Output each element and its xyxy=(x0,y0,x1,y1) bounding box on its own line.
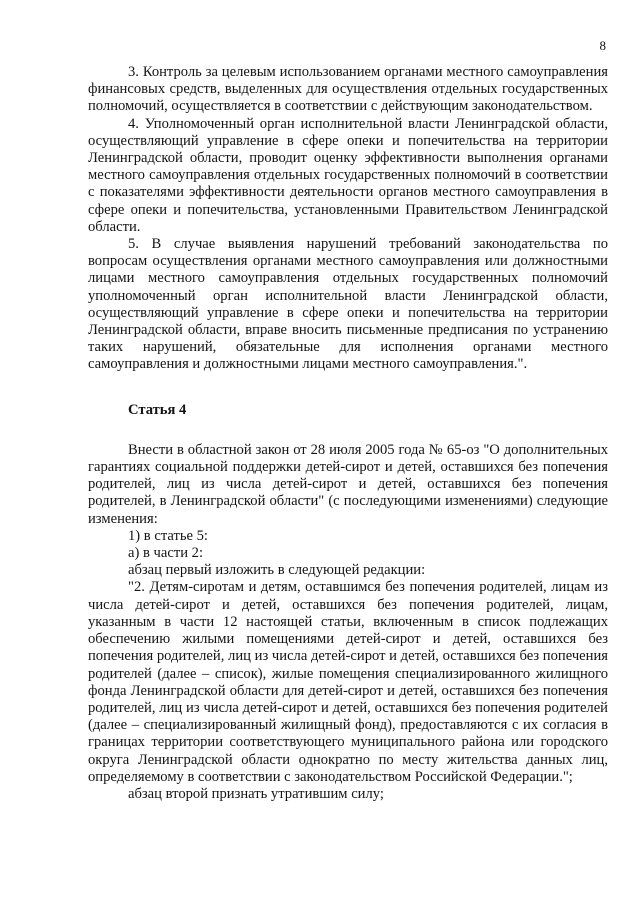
spacer xyxy=(88,374,608,402)
paragraph-quoted-part-2: "2. Детям-сиротам и детям, оставшимся без попечения родителей, лицам из числа детей-сирот и детей, оставшихся без попечения родителей, лицам, указанным в части 12 настоящей статьи, включенным в список подлежащих обеспечению жилыми помещениями детей-сирот и детей, оставшихся без попечения родителей, лиц из числа детей-сирот и детей, оставшихся без попечения родителей (далее – список), жилые помещения специализированного жилищного фонда Ленинградской области для детей-сирот и детей, оставшихся без попечения родителей, лиц из числа детей-сирот и детей, оставшихся без попечения родителей (далее – специализированный жилищный фонд), предоставляются с их согласия в границах территории соответствующего муниципального района или городского округа Ленинградской области однократно по месту жительства данных лиц, определяемому в соответствии с законодательством Российской Федерации."; xyxy=(88,579,608,785)
paragraph-section-4: 4. Уполномоченный орган исполнительной власти Ленинградской области, осуществляющий управление в сфере опеки и попечительства на территории Ленинградской области, проводит оценку эффективности выполнения органами местного самоуправления отдельных государственных полномочий в соответствии с показателями эффективности деятельности органов местного самоуправления в сфере опеки и попечительства, установленными Правительством Ленинградской области. xyxy=(88,115,608,235)
paragraph-section-3: 3. Контроль за целевым использованием органами местного самоуправления финансовых средств, выделенных для осуществления отдельных государственных полномочий, осуществляется в соответствии с действующим законодательством. xyxy=(88,64,608,115)
spacer xyxy=(88,419,608,442)
list-item-abzac-first: абзац первый изложить в следующей редакции: xyxy=(128,562,426,579)
paragraph-article-intro: Внести в областной закон от 28 июля 2005 года № 65-оз "О дополнительных гарантиях социальной поддержки детей-сирот и детей, оставшихся без попечения родителей, лиц из числа детей-сирот и детей, оставшихся без попечения родителей, в Ленинградской области" (с последующими изменениями) следующие изменения: xyxy=(88,441,608,527)
page-number: 8 xyxy=(599,38,606,53)
list-item-1: 1) в статье 5: xyxy=(128,527,208,544)
paragraph-section-5: 5. В случае выявления нарушений требований законодательства по вопросам осуществления органами местного самоуправления или должностными лицами местного самоуправления отдельных государственных полномочий уполномоченный орган исполнительной власти Ленинградской области, осуществляющий управление в сфере опеки и попечительства на территории Ленинградской области, вправе вносить письменные предписания по устранению таких нарушений, обязательные для исполнения органами местного самоуправления и должностными лицами местного самоуправления.". xyxy=(88,236,608,373)
document-body xyxy=(88,64,608,803)
list-item-abzac-second: абзац второй признать утратившим силу; xyxy=(128,785,384,802)
article-title: Статья 4 xyxy=(128,401,187,418)
list-item-a: а) в части 2: xyxy=(128,545,204,562)
